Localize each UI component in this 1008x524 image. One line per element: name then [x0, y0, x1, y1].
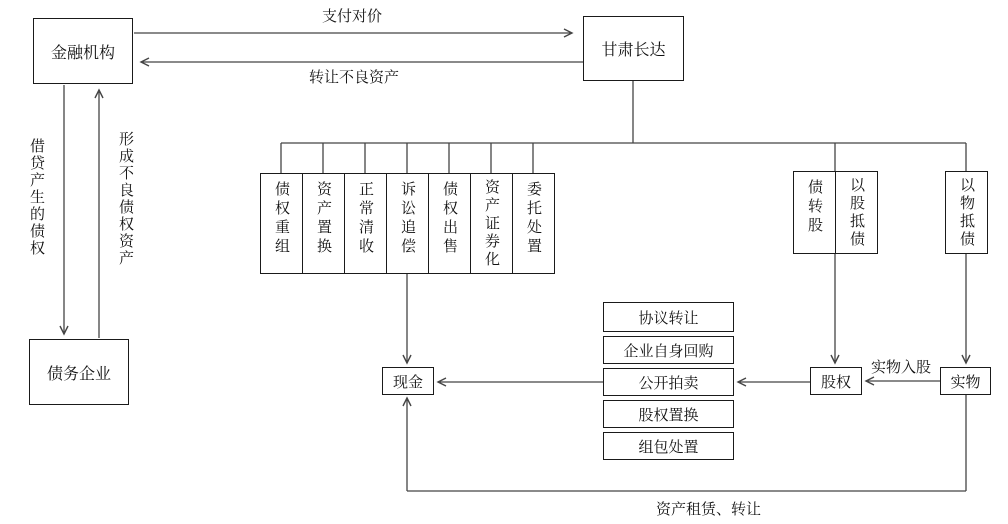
node-financial-institution: 金融机构 [33, 18, 133, 84]
disposal-method-box: 资产证券化 [470, 173, 513, 274]
node-gansu-changda: 甘肃长达 [583, 16, 684, 81]
node-debtor-enterprise: 债务企业 [29, 339, 129, 405]
edge-label-transfer-bad-assets: 转让不良资产 [309, 68, 400, 86]
disposal-method-box: 委托处置 [512, 173, 555, 274]
equity-offset-debt-box: 以股抵债 [835, 171, 878, 254]
disposal-method-box: 债权重组 [260, 173, 303, 274]
edge-label-asset-lease-transfer: 资产租赁、转让 [656, 500, 762, 518]
equity-disposal-box: 协议转让 [603, 302, 734, 332]
edge-label-loan-generated-debt: 借贷产生的债权 [28, 138, 46, 257]
equity-disposal-box: 公开拍卖 [603, 368, 734, 396]
equity-disposal-box: 组包处置 [603, 432, 734, 460]
node-cash: 现金 [382, 367, 434, 395]
node-physical-goods: 实物 [940, 367, 991, 395]
disposal-method-box: 正常清收 [344, 173, 387, 274]
goods-offset-debt-box: 以物抵债 [945, 171, 988, 254]
disposal-method-box: 债权出售 [428, 173, 471, 274]
node-equity: 股权 [810, 367, 862, 395]
edge-label-pay-consideration: 支付对价 [322, 7, 383, 25]
disposal-method-box: 诉讼追偿 [386, 173, 429, 274]
edge-label-goods-for-equity: 实物入股 [871, 358, 932, 376]
disposal-method-box: 资产置换 [302, 173, 345, 274]
debt-to-equity-box: 债转股 [793, 171, 836, 254]
equity-disposal-box: 企业自身回购 [603, 336, 734, 364]
edge-label-form-bad-debt-assets: 形成不良债权资产 [117, 131, 135, 267]
equity-disposal-box: 股权置换 [603, 400, 734, 428]
